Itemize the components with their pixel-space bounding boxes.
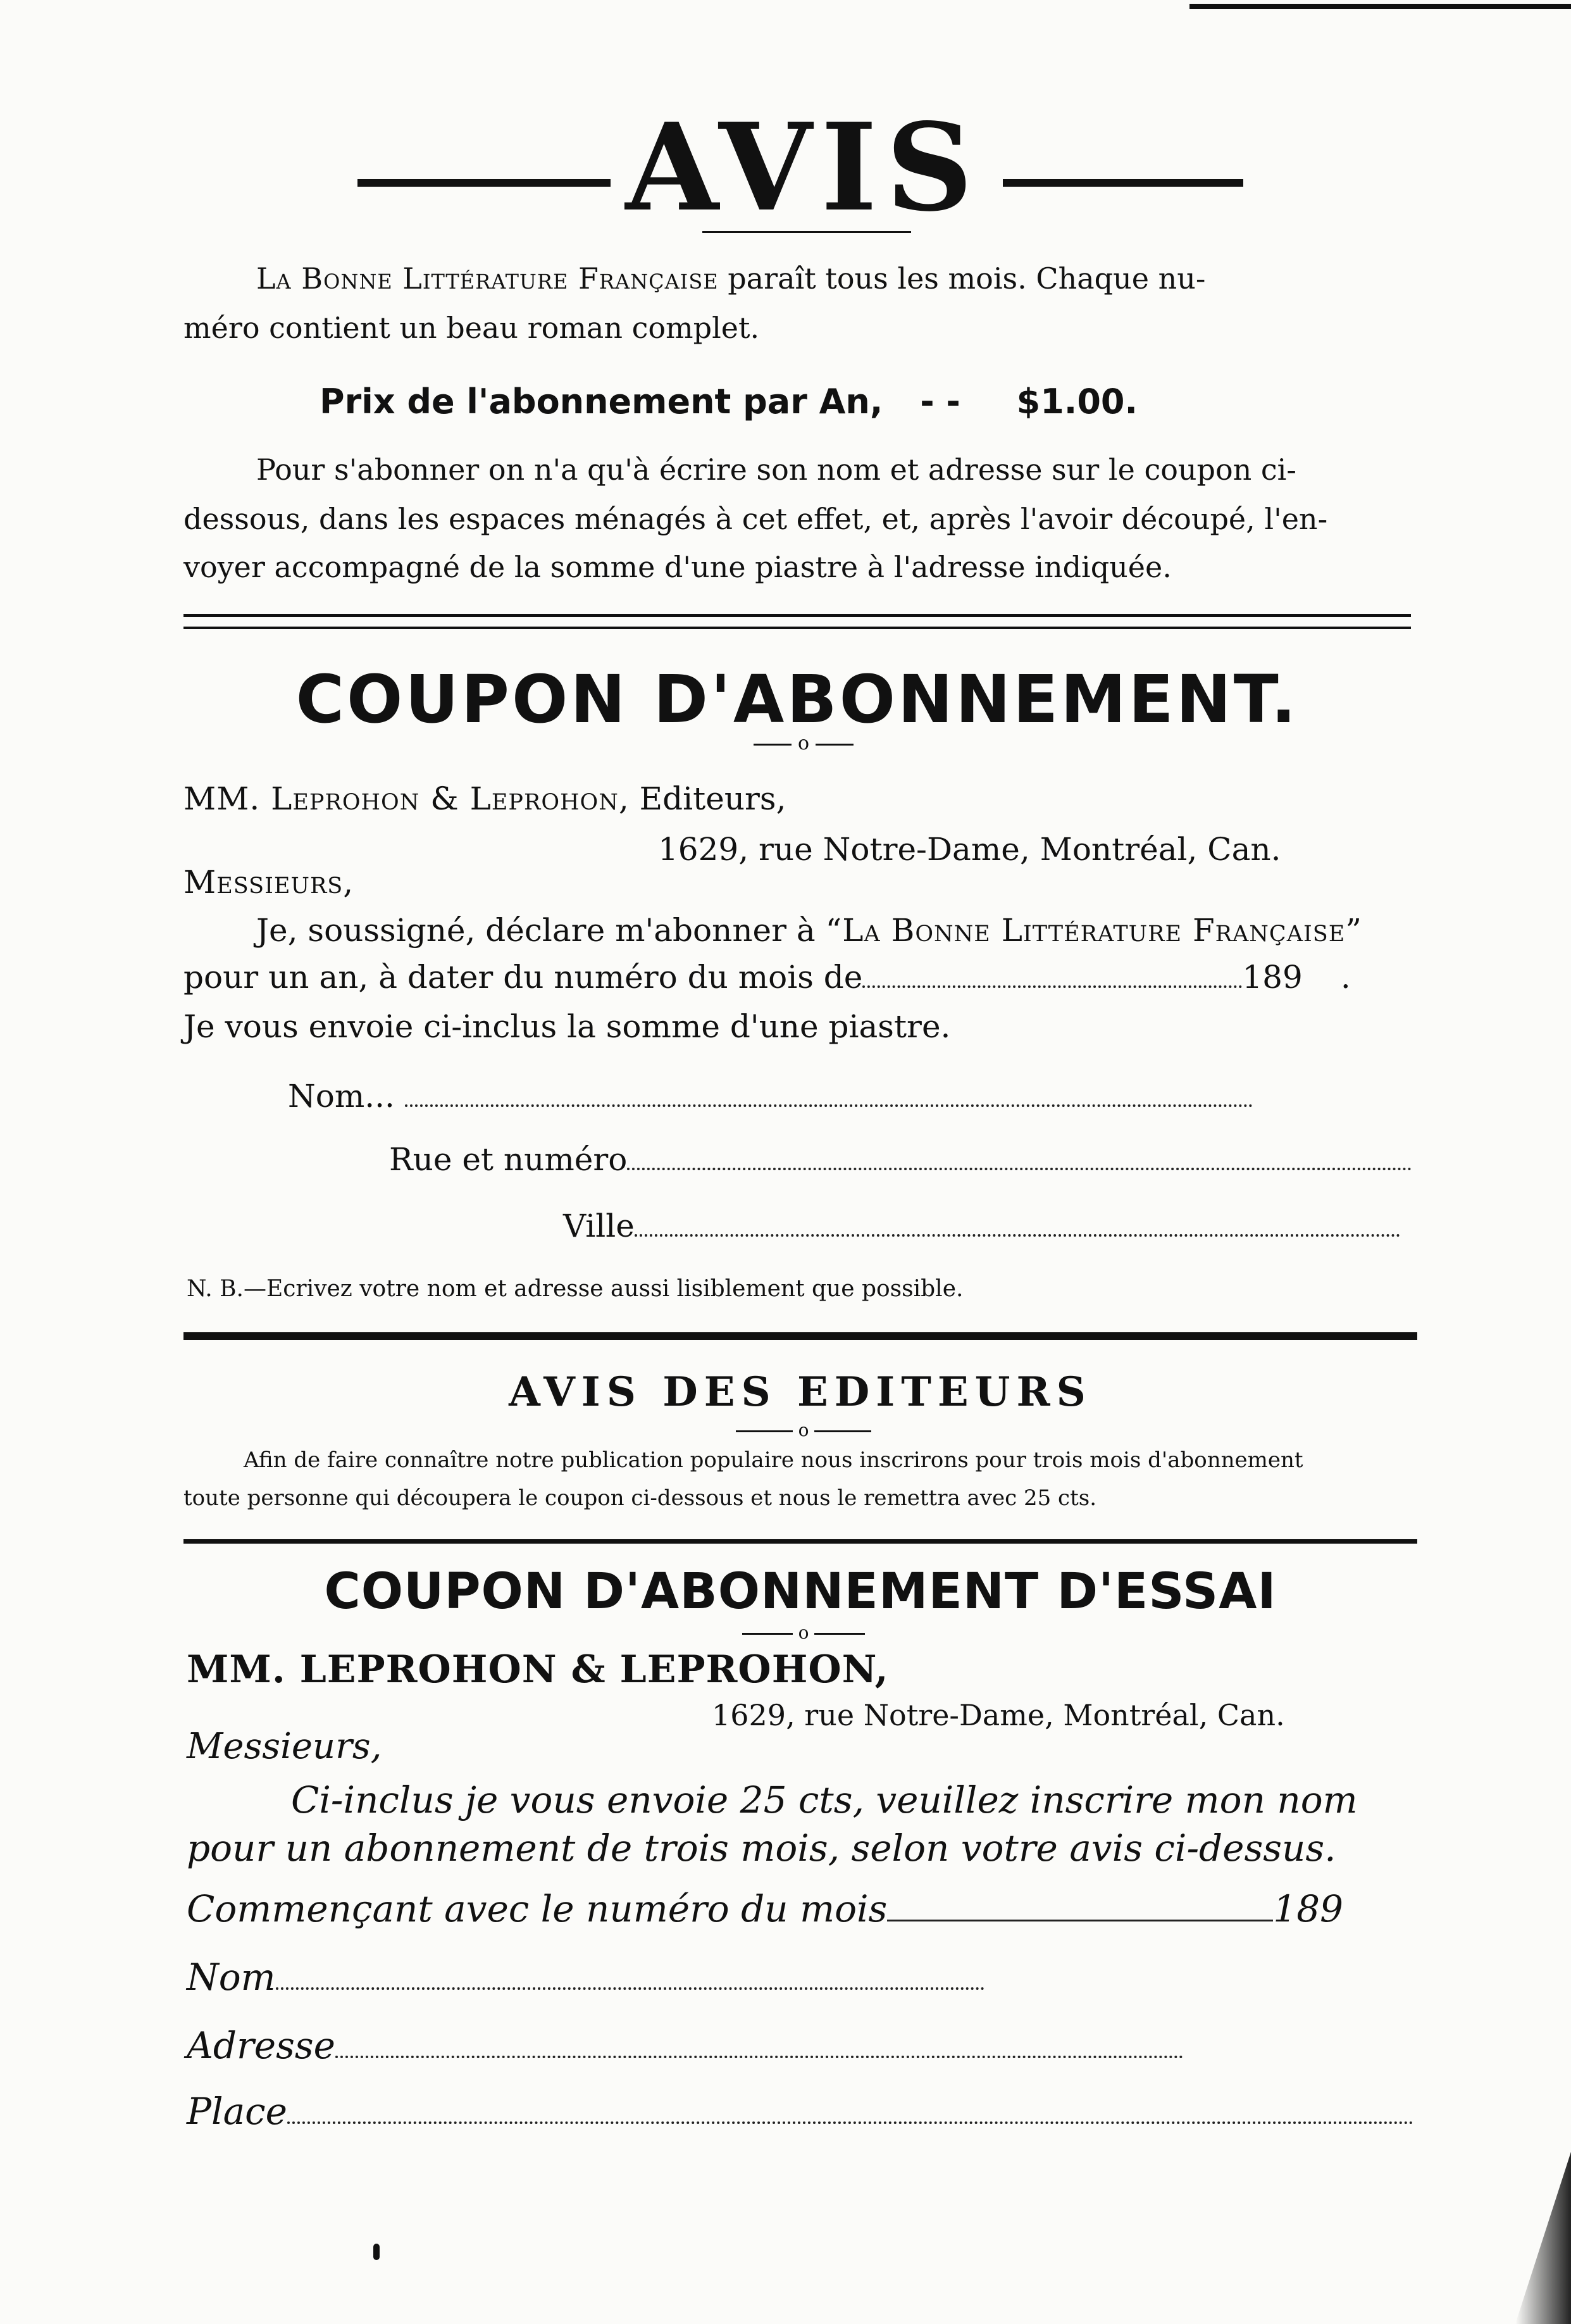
editeurs-divider-o: o [798,1420,809,1440]
essai-start-label: Commençant avec le numéro du mois [187,1887,888,1930]
essai-divider [721,1623,886,1642]
coupon-rue-row [389,1139,1412,1180]
editeurs-title: AVIS DES EDITEURS [509,1368,1092,1416]
coupon-year: 189 [1242,959,1303,996]
essai-body-line2: pour un abonnement de trois mois, selon votre avis ci-dessus. [187,1827,1336,1870]
essai-publisher: MM. LEPROHON & LEPROHON, [187,1647,889,1692]
editeurs-divider [709,1421,898,1440]
coupon-publisher-line [183,778,786,819]
coupon-year-end: . [1340,959,1351,996]
coupon-publisher: MM. Leprohon & Leprohon, [183,780,630,817]
coupon-ville-row [563,1206,1400,1246]
section-rule-1b [183,627,1411,629]
essai-adresse-field[interactable] [335,2056,1183,2058]
page-edge-shadow [1515,2152,1571,2324]
coupon-body-line1 [256,910,1362,951]
essai-place-row [187,2089,1413,2134]
coupon-publisher-role: Editeurs, [629,780,786,817]
avis-intro-line2: méro contient un beau roman complet. [183,311,760,345]
essai-body-line1: Ci-inclus je vous envoie 25 cts, veuillez inscrire mon nom [291,1778,1358,1821]
essai-adresse-label: Adresse [187,2024,335,2067]
section-rule-3 [183,1539,1417,1544]
coupon-rue-field[interactable] [627,1168,1412,1170]
essai-nom-label: Nom [187,1956,276,1999]
coupon-nom-label: Nom... [288,1078,395,1115]
essai-address: 1629, rue Notre-Dame, Montréal, Can. [712,1698,1285,1732]
coupon-nb: N. B.—Ecrivez votre nom et adresse aussi lisiblement que possible. [187,1276,964,1302]
section-rule-2 [183,1332,1417,1340]
coupon-body-line3: Je vous envoie ci-inclus la somme d'une piastre. [183,1008,951,1045]
coupon-address: 1629, rue Notre-Dame, Montréal, Can. [658,831,1281,868]
avis-small-divider [702,231,911,233]
top-edge-rule [1189,4,1571,9]
essai-place-field[interactable] [287,2121,1413,2124]
intro-text: paraît tous les mois. Chaque nu- [718,261,1206,296]
essai-title: COUPON D'ABONNEMENT D'ESSAI [324,1563,1277,1620]
how-line1: Pour s'abonner on n'a qu'à écrire son nom et adresse sur le coupon ci- [256,453,1296,487]
ink-speck [373,2244,380,2260]
publication-name: La Bonne Littérature Française [256,261,719,296]
essai-divider-o: o [798,1622,809,1643]
coupon-body-line2 [183,957,1351,997]
avis-left-ornament [357,179,611,187]
price-value: $1.00. [1016,382,1138,422]
editeurs-line2: toute personne qui découpera le coupon ci-dessous et nous le remettra avec 25 cts. [183,1485,1097,1511]
coupon-rue-label: Rue et numéro [389,1141,628,1178]
coupon-nom-field[interactable] [405,1104,1253,1107]
coupon-nom-row [288,1076,1253,1116]
coupon-salutation: Messieurs, [183,864,354,901]
avis-right-ornament [1003,179,1243,187]
how-line2: dessous, dans les espaces ménagés à cet effet, et, après l'avoir découpé, l'en- [183,502,1328,536]
coupon-body-title: “La Bonne Littérature Française” [825,912,1362,949]
coupon-month-label: pour un an, à dater du numéro du mois de [183,959,863,996]
editeurs-line1: Afin de faire connaître notre publication populaire nous inscrirons pour trois mois d'abonnement [244,1447,1303,1473]
essai-place-label: Place [187,2090,287,2133]
avis-title: AVIS [625,97,982,238]
essai-nom-field[interactable] [276,1987,984,1990]
essai-nom-row [187,1954,984,2000]
coupon-ville-field[interactable] [635,1234,1400,1237]
coupon-divider [734,734,873,753]
coupon-month-field[interactable] [862,985,1242,988]
essai-month-field[interactable] [887,1920,1273,1921]
essai-year: 189 [1273,1887,1344,1930]
coupon-title: COUPON D'ABONNEMENT. [295,661,1299,738]
price-line [320,380,1138,424]
essai-adresse-row [187,2023,1183,2068]
price-label: Prix de l'abonnement par An, [320,382,883,422]
coupon-ville-label: Ville [563,1208,635,1244]
coupon-body-a: Je, soussigné, déclare m'abonner à [256,912,826,949]
price-dashes: - - [920,382,960,422]
avis-intro-line1 [256,259,1205,297]
essai-start-row [187,1886,1343,1932]
essai-salutation: Messieurs, [187,1726,382,1767]
how-line3: voyer accompagné de la somme d'une piastre à l'adresse indiquée. [183,550,1172,584]
coupon-divider-o: o [797,732,810,754]
section-rule-1a [183,614,1411,617]
